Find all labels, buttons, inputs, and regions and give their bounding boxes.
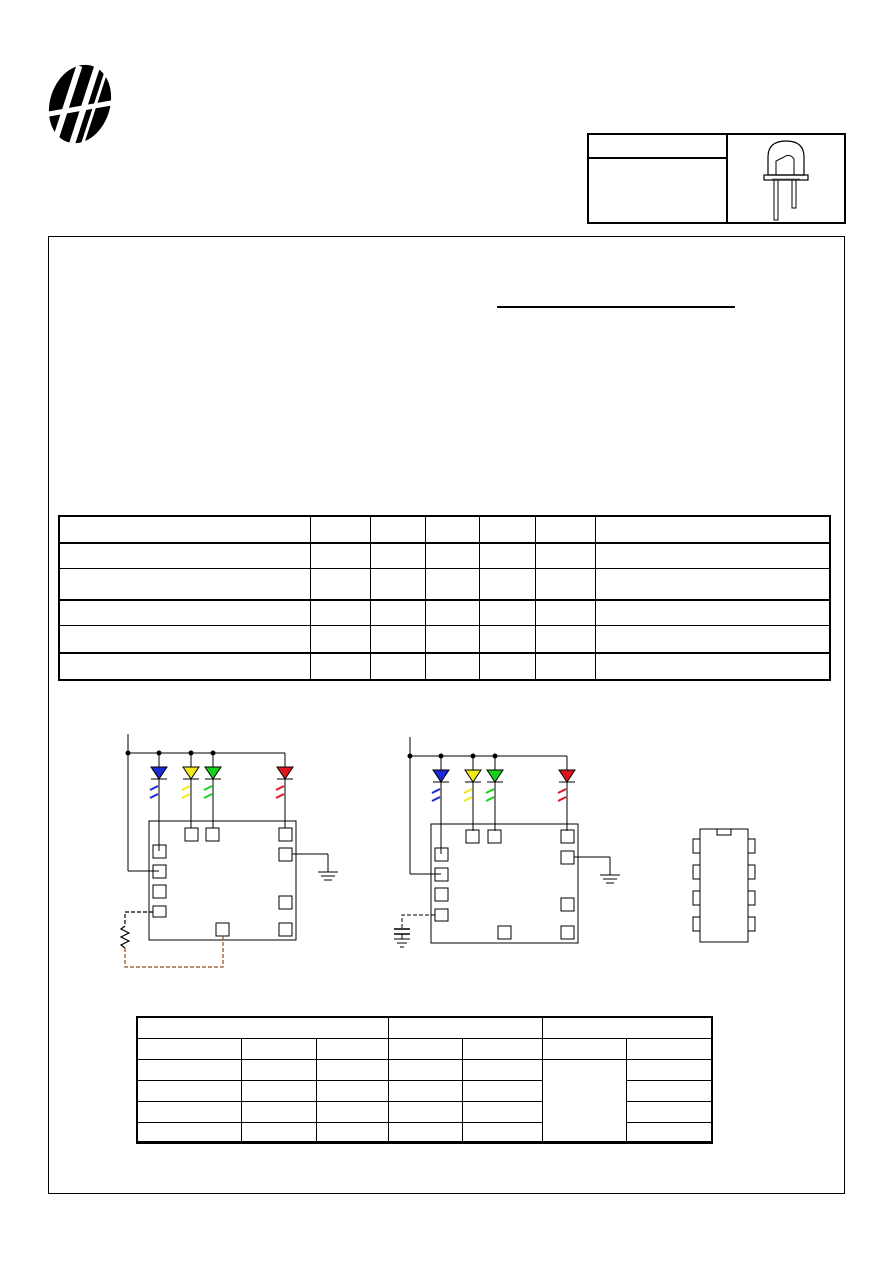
table-cell [137, 1123, 242, 1144]
table-cell [316, 1123, 388, 1144]
table-cell [241, 1081, 316, 1102]
table-cell [463, 1039, 543, 1060]
ic-package-diagram [693, 829, 755, 942]
table-cell [388, 1102, 463, 1123]
table-cell [241, 1123, 316, 1144]
table-cell [543, 1060, 627, 1144]
table-cell [463, 1081, 543, 1102]
table-cell [627, 1123, 713, 1144]
table-row [137, 1081, 713, 1102]
table-cell [388, 1060, 463, 1081]
table-cell [463, 1060, 543, 1081]
table-cell [137, 1039, 242, 1060]
table-cell [241, 1102, 316, 1123]
table-cell [316, 1081, 388, 1102]
table-row [137, 1123, 713, 1144]
table-cell [316, 1039, 388, 1060]
table-cell [463, 1123, 543, 1144]
table-cell [627, 1081, 713, 1102]
circuit-middle [394, 737, 620, 947]
selection-table [136, 1017, 713, 1144]
table-cell [463, 1102, 543, 1123]
table-cell [543, 1039, 627, 1060]
table-cell [388, 1018, 543, 1039]
table-cell [137, 1060, 242, 1081]
table-cell [388, 1081, 463, 1102]
table-cell [627, 1102, 713, 1123]
table-row [137, 1039, 713, 1060]
table-row [137, 1060, 713, 1081]
table-cell [137, 1081, 242, 1102]
table-cell [241, 1039, 316, 1060]
table-cell [316, 1102, 388, 1123]
table-row [137, 1018, 713, 1039]
table-cell [137, 1018, 389, 1039]
table-cell [137, 1102, 242, 1123]
table-row [137, 1102, 713, 1123]
table-cell [627, 1039, 713, 1060]
table-cell [543, 1018, 713, 1039]
table-cell [627, 1060, 713, 1081]
table-cell [316, 1060, 388, 1081]
table-cell [241, 1060, 316, 1081]
circuit-left [128, 734, 338, 940]
table-cell [388, 1039, 463, 1060]
table-cell [388, 1123, 463, 1144]
